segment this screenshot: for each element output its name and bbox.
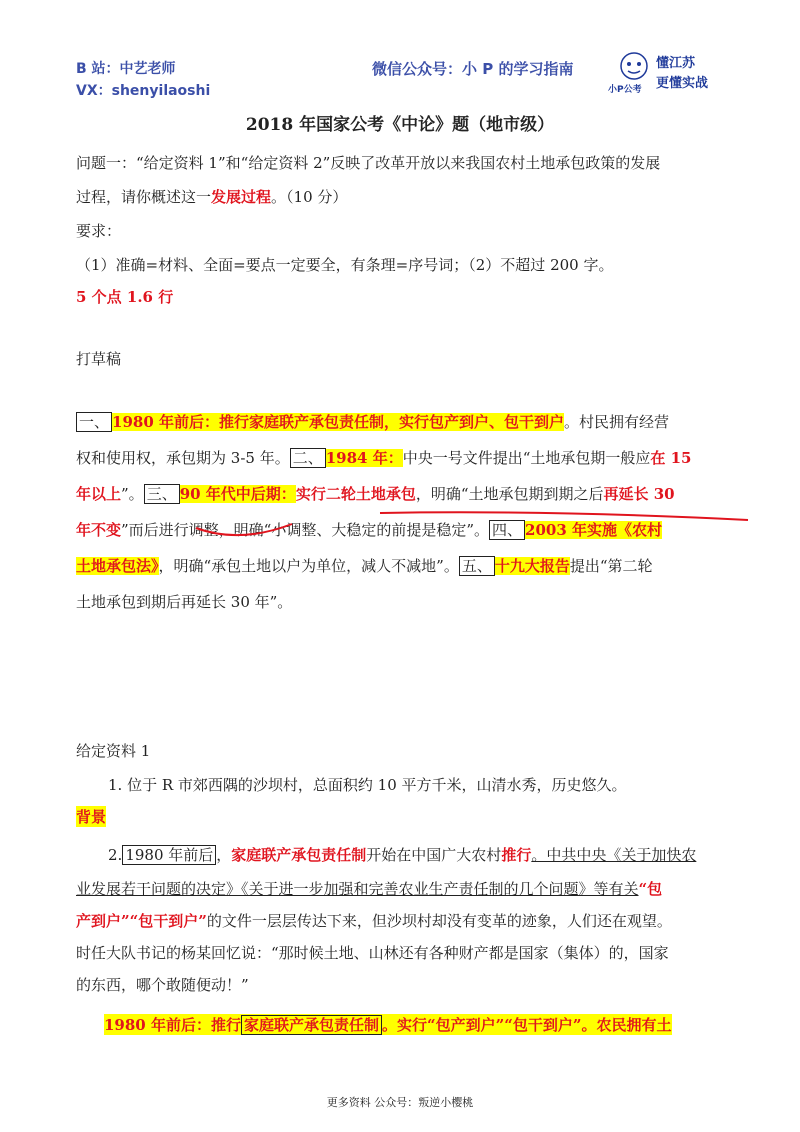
material-emphasis: 推行 xyxy=(501,846,532,864)
question-score: 。（10 分） xyxy=(271,188,348,206)
material-text: 业发展若干问题的决定》《关于进一步加强和完善农业生产责任制的几个问题》等有关 xyxy=(76,880,639,898)
draft-number-1: 一、 xyxy=(76,412,112,432)
summary-keyword: 家庭联产承包责任制 xyxy=(241,1015,382,1035)
requirement-label: 要求： xyxy=(76,222,122,240)
draft-number-2: 二、 xyxy=(290,448,326,468)
draft-text: ”。 xyxy=(121,485,144,503)
draft-point-4-cont: 土地承包法》 xyxy=(76,557,159,575)
background-tag: 背景 xyxy=(76,808,107,826)
material-date: 1980 年前后 xyxy=(122,845,216,865)
material-emphasis: “包 xyxy=(638,880,663,898)
draft-number-4: 四、 xyxy=(489,520,525,540)
draft-number-5: 五、 xyxy=(459,556,495,576)
draft-point-2: 1984 年： xyxy=(325,449,403,467)
wechat-label: 微信公众号：小 P 的学习指南 xyxy=(372,60,574,78)
material-line-2 xyxy=(76,878,662,899)
draft-number-3: 三、 xyxy=(144,484,180,504)
points-note: 5 个点 1.6 行 xyxy=(76,288,174,306)
material-item-2 xyxy=(108,844,696,865)
draft-emphasis: 实行二轮土地承包 xyxy=(295,485,416,503)
draft-text: 。村民拥有经营 xyxy=(564,413,670,431)
draft-emphasis: 在 15 xyxy=(650,449,692,467)
material-emphasis: 家庭联产承包责任制 xyxy=(231,846,367,864)
requirement-line: （1）准确=材料、全面=要点一定要全，有条理=序号词；（2）不超过 200 字。 xyxy=(76,256,614,274)
material-text: 的文件一层层传达下来，但沙坝村却没有变革的迹象，人们还在观望。 xyxy=(206,912,672,930)
draft-point-5: 十九大报告 xyxy=(494,557,570,575)
material-line-4: 时任大队书记的杨某回忆说：“那时候土地、山林还有各种财产都是国家（集体）的，国家 xyxy=(76,944,669,962)
item-number: 2. xyxy=(108,846,123,864)
draft-text: 土地承包到期后再延长 30 年”。 xyxy=(76,593,293,611)
material-item-1: 1. 位于 R 市郊西隅的沙坝村，总面积约 10 平方千米，山清水秀，历史悠久。 xyxy=(108,776,627,794)
draft-point-1: 1980 年前后：推行家庭联产承包责任制，实行包产到户、包干到户 xyxy=(112,413,564,431)
logo-slogan-2: 更懂实战 xyxy=(656,76,709,91)
material-line-3 xyxy=(76,910,672,931)
question-text: 过程，请你概述这一 xyxy=(76,188,212,206)
draft-text: ，明确“承包土地以户为单位，减人不减地”。 xyxy=(158,557,459,575)
material-text: ， xyxy=(216,846,232,864)
logo-slogan-1: 懂江苏 xyxy=(656,56,696,71)
question-line-1: 问题一：“给定资料 1”和“给定资料 2”反映了改革开放以来我国农村土地承包政策的发展 xyxy=(76,154,661,172)
draft-text: 中央一号文件提出“土地承包期一般应 xyxy=(402,449,651,467)
draft-text: ”而后进行调整，明确“小调整、大稳定的前提是稳定”。 xyxy=(121,521,490,539)
draft-text: ，明确“土地承包期到期之后 xyxy=(415,485,604,503)
logo-brand: 小P公考 xyxy=(608,85,642,95)
draft-emphasis: 年以上 xyxy=(76,485,122,503)
summary-text: 。实行“包产到户”“包干到户”。农民拥有土 xyxy=(382,1016,672,1034)
question-keyword: 发展过程 xyxy=(211,188,272,206)
material-line-5: 的东西，哪个敢随便动！” xyxy=(76,976,249,994)
pen-underline xyxy=(380,512,748,520)
page-title: 2018 年国家公考《中论》题（地市级） xyxy=(245,115,555,135)
bilibili-label: B 站：中艺老师 xyxy=(76,61,176,77)
material-text: 。中共中央《关于加快农 xyxy=(531,846,697,864)
vx-label: VX：shenyilaoshi xyxy=(76,83,211,99)
material-label: 给定资料 1 xyxy=(76,742,151,760)
draft-point-3: 90 年代中后期： xyxy=(179,485,296,503)
draft-text: 权和使用权，承包期为 3-5 年。 xyxy=(76,449,290,467)
material-emphasis: 产到户”“包干到户” xyxy=(76,912,207,930)
footer: 更多资料 公众号：叛逆小樱桃 xyxy=(326,1096,474,1109)
material-text: 开始在中国广大农村 xyxy=(366,846,502,864)
material-summary xyxy=(104,1014,672,1035)
pen-arc xyxy=(196,524,292,535)
summary-text: 1980 年前后：推行 xyxy=(104,1016,241,1034)
draft-text: 提出“第二轮 xyxy=(569,557,653,575)
draft-label: 打草稿 xyxy=(76,350,122,368)
draft-emphasis: 再延长 30 xyxy=(603,485,675,503)
draft-point-4: 2003 年实施《农村 xyxy=(525,521,663,539)
draft-emphasis: 年不变 xyxy=(76,521,122,539)
